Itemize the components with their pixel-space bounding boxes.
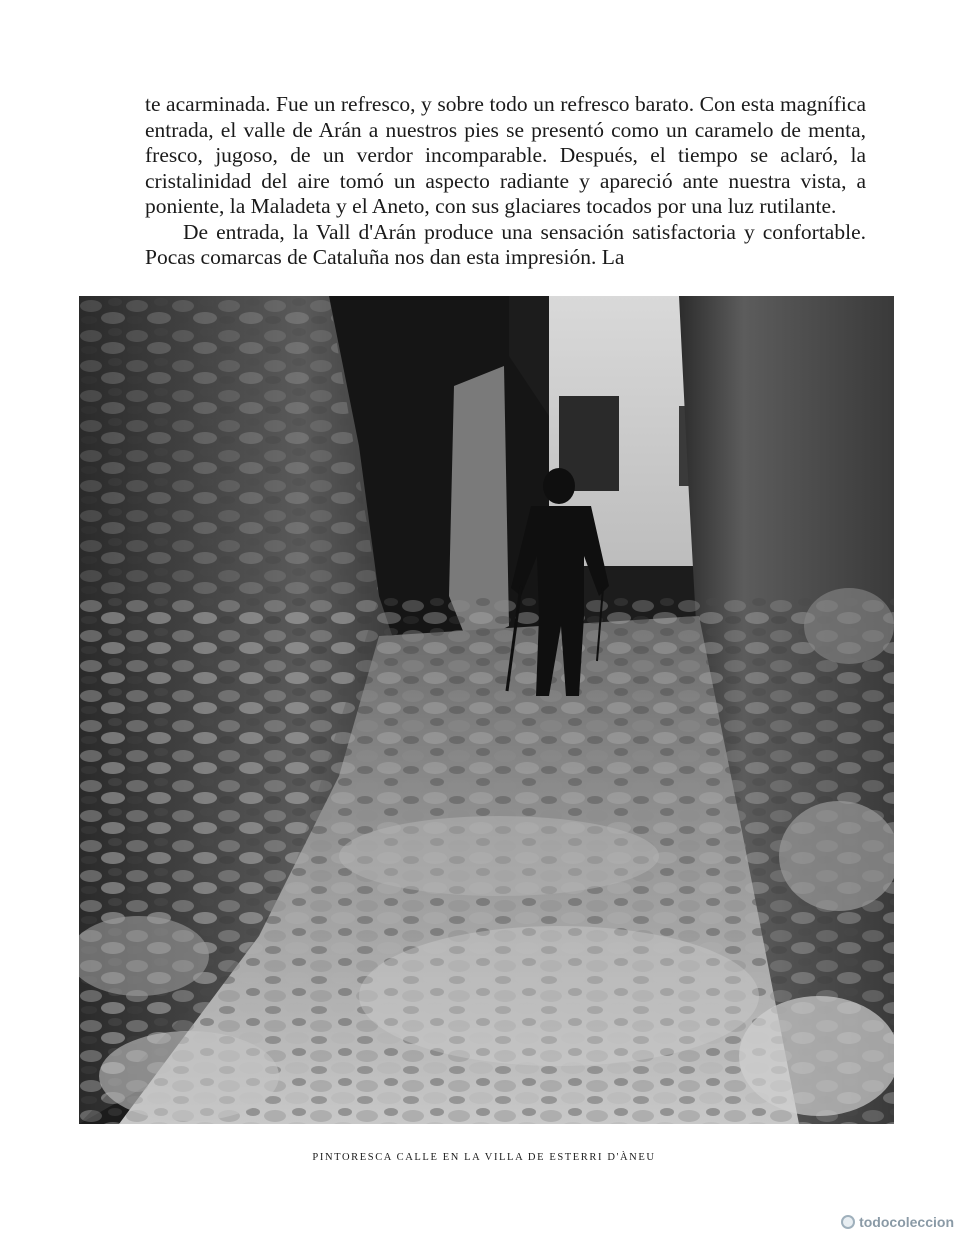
paragraph-1: te acarminada. Fue un refresco, y sobre todo un refresco barato. Con esta magnífica entrada, el valle de Arán a nuestros pies se presentó como un caramelo de menta, fresco, jugoso, de un verdor incomparable. Después, el tiempo se aclaró, la cristalinidad del aire tomó un aspecto radiante y apareció ante nuestra vista, a poniente, la Maladeta y el Aneto, con sus glaciares tocados por una luz rutilante.	[145, 92, 866, 218]
watermark-logo-icon	[841, 1215, 855, 1229]
street-photograph	[79, 296, 894, 1124]
photo-illustration	[79, 296, 894, 1124]
paragraph-2: De entrada, la Vall d'Arán produce una sensación satisfactoria y confortable. Pocas comarcas de Cataluña nos dan esta impresión. La	[145, 219, 866, 269]
watermark	[841, 1214, 954, 1230]
photo-caption: PINTORESCA CALLE EN LA VILLA DE ESTERRI D'ÀNEU	[312, 1152, 656, 1163]
watermark-text: todocoleccion	[859, 1214, 954, 1230]
article-text	[145, 92, 866, 271]
